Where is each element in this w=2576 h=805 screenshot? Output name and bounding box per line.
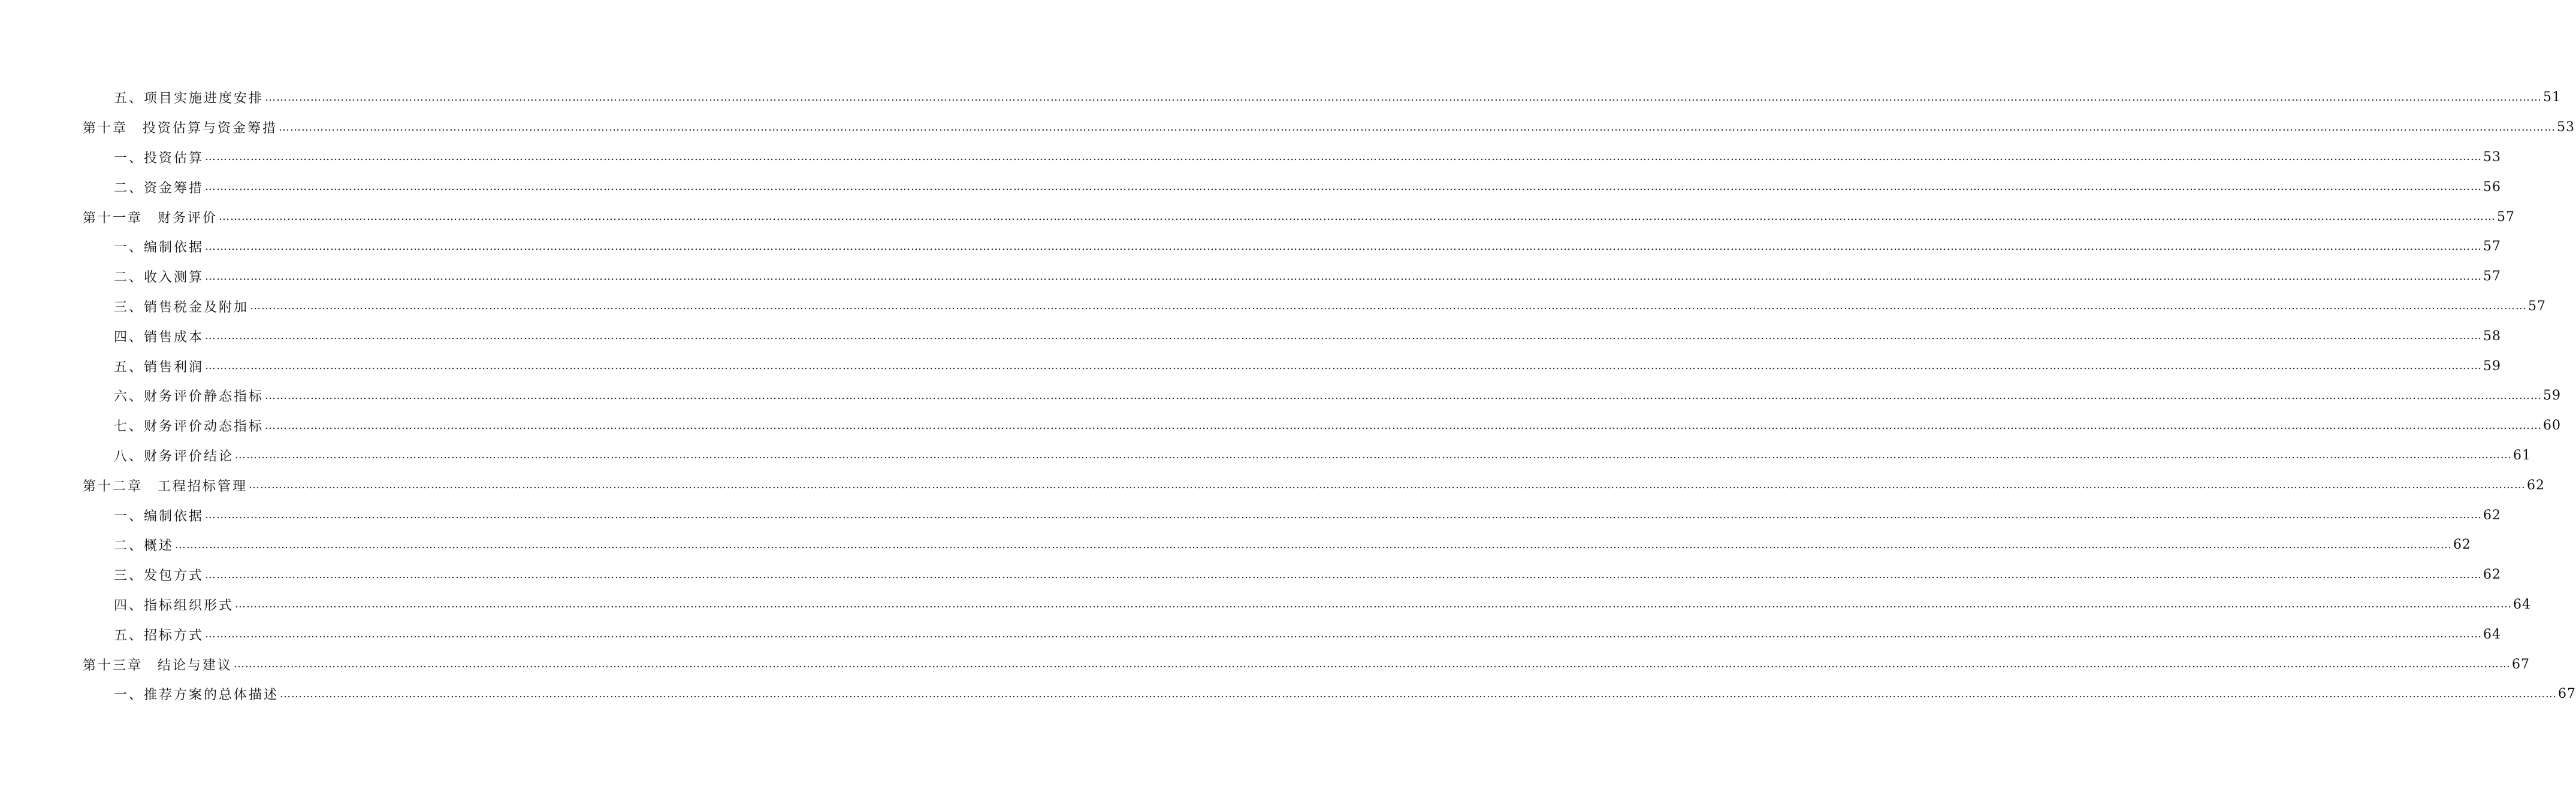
toc-dot-leader: …………………………………………………………………………………………………………………………………………………………………………………………………………………………………………………………………………………………………………………………………………………………………………………………………………………………………………………………………………………………………………………………………………………… <box>279 120 2556 134</box>
toc-page-number: 67 <box>2512 656 2530 672</box>
toc-page-number: 61 <box>2513 447 2532 463</box>
toc-entry-title: 七、财务评价动态指标 <box>114 419 264 435</box>
toc-dot-leader: …………………………………………………………………………………………………………………………………………………………………………………………………………………………………………………………………………………………………………………………………………………………………………………………………………………………………………………………………………………………………………………………………………………… <box>219 210 2496 223</box>
toc-dot-leader: …………………………………………………………………………………………………………………………………………………………………………………………………………………………………………………………………………………………………………………………………………………………………………………………………………………………………………………………………………………………………………………………………………………… <box>205 329 2483 343</box>
toc-page-number: 57 <box>2483 269 2502 285</box>
toc-page-number: 67 <box>2558 686 2576 702</box>
toc-page-number: 64 <box>2513 597 2532 612</box>
toc-entry-title: 八、财务评价结论 <box>114 449 234 464</box>
table-of-contents <box>0 83 2576 709</box>
toc-entry-title: 一、推荐方案的总体描述 <box>114 688 279 703</box>
toc-dot-leader: …………………………………………………………………………………………………………………………………………………………………………………………………………………………………………………………………………………………………………………………………………………………………………………………………………………………………………………………………………………………………………………………………………………… <box>235 449 2512 462</box>
toc-page-number: 60 <box>2543 418 2562 434</box>
toc-entry-title: 四、销售成本 <box>114 329 204 345</box>
toc-page-number: 62 <box>2527 477 2545 493</box>
toc-dot-leader: …………………………………………………………………………………………………………………………………………………………………………………………………………………………………………………………………………………………………………………………………………………………………………………………………………………………………………………………………………………………………………………………………………………… <box>234 658 2511 671</box>
toc-dot-leader: …………………………………………………………………………………………………………………………………………………………………………………………………………………………………………………………………………………………………………………………………………………………………………………………………………………………………………………………………………………………………………………………………………………… <box>265 419 2542 432</box>
toc-dot-leader: …………………………………………………………………………………………………………………………………………………………………………………………………………………………………………………………………………………………………………………………………………………………………………………………………………………………………………………………………………………………………………………………………………………… <box>205 359 2483 373</box>
toc-section-row[interactable] <box>0 143 2502 172</box>
toc-entry-title: 第十章 投资估算与资金筹措 <box>83 121 278 137</box>
toc-dot-leader: …………………………………………………………………………………………………………………………………………………………………………………………………………………………………………………………………………………………………………………………………………………………………………………………………………………………………………………………………………………………………………………………………………………… <box>205 628 2483 641</box>
toc-page-number: 59 <box>2543 388 2562 404</box>
toc-entry-title: 四、指标组织形式 <box>114 598 234 613</box>
toc-page-number: 59 <box>2483 358 2502 374</box>
toc-entry-title: 二、收入测算 <box>114 270 204 286</box>
toc-dot-leader: …………………………………………………………………………………………………………………………………………………………………………………………………………………………………………………………………………………………………………………………………………………………………………………………………………………………………………………………………………………………………………………………………………………… <box>205 180 2483 193</box>
toc-dot-leader: …………………………………………………………………………………………………………………………………………………………………………………………………………………………………………………………………………………………………………………………………………………………………………………………………………………………………………………………………………………………………………………………………………………… <box>205 509 2483 522</box>
toc-dot-leader: …………………………………………………………………………………………………………………………………………………………………………………………………………………………………………………………………………………………………………………………………………………………………………………………………………………………………………………………………………………………………………………………………………………… <box>250 299 2527 313</box>
toc-page-number: 57 <box>2483 239 2502 255</box>
toc-chapter-row[interactable] <box>0 470 2545 500</box>
toc-dot-leader: …………………………………………………………………………………………………………………………………………………………………………………………………………………………………………………………………………………………………………………………………………………………………………………………………………………………………………………………………………………………………………………………………………………… <box>249 479 2526 492</box>
toc-page-number: 62 <box>2483 567 2502 583</box>
toc-entry-title: 一、编制依据 <box>114 509 204 524</box>
toc-page-number: 53 <box>2483 149 2502 165</box>
toc-entry-title: 二、资金筹措 <box>114 180 204 196</box>
toc-section-row[interactable] <box>0 530 2472 560</box>
toc-section-row[interactable] <box>0 351 2502 381</box>
toc-dot-leader: …………………………………………………………………………………………………………………………………………………………………………………………………………………………………………………………………………………………………………………………………………………………………………………………………………………………………………………………………………………………………………………………………………………… <box>205 568 2483 581</box>
toc-page-number: 57 <box>2497 209 2515 225</box>
toc-dot-leader: …………………………………………………………………………………………………………………………………………………………………………………………………………………………………………………………………………………………………………………………………………………………………………………………………………………………………………………………………………………………………………………………………………………… <box>205 150 2483 164</box>
toc-chapter-row[interactable] <box>0 113 2575 143</box>
toc-entry-title: 第十一章 财务评价 <box>83 210 218 226</box>
toc-section-row[interactable] <box>0 232 2502 262</box>
toc-entry-title: 第十三章 结论与建议 <box>83 658 233 673</box>
toc-page-number: 64 <box>2483 627 2502 642</box>
toc-entry-title: 一、编制依据 <box>114 240 204 256</box>
toc-page-number: 57 <box>2528 298 2547 314</box>
toc-section-row[interactable] <box>0 679 2576 709</box>
toc-dot-leader: …………………………………………………………………………………………………………………………………………………………………………………………………………………………………………………………………………………………………………………………………………………………………………………………………………………………………………………………………………………………………………………………………………………… <box>175 538 2453 551</box>
toc-entry-title: 第十二章 工程招标管理 <box>83 479 248 494</box>
toc-dot-leader: …………………………………………………………………………………………………………………………………………………………………………………………………………………………………………………………………………………………………………………………………………………………………………………………………………………………………………………………………………………………………………………………………………………… <box>205 270 2483 283</box>
toc-dot-leader: …………………………………………………………………………………………………………………………………………………………………………………………………………………………………………………………………………………………………………………………………………………………………………………………………………………………………………………………………………………………………………………………………………………… <box>205 240 2483 253</box>
toc-section-row[interactable] <box>0 381 2562 411</box>
toc-section-row[interactable] <box>0 441 2532 471</box>
toc-section-row[interactable] <box>0 560 2502 590</box>
toc-page-number: 51 <box>2543 90 2562 105</box>
toc-entry-title: 六、财务评价静态指标 <box>114 389 264 405</box>
toc-chapter-row[interactable] <box>0 649 2530 679</box>
toc-section-row[interactable] <box>0 321 2502 351</box>
toc-entry-title: 三、销售税金及附加 <box>114 299 249 315</box>
toc-page-number: 58 <box>2483 328 2502 344</box>
toc-entry-title: 三、发包方式 <box>114 568 204 584</box>
toc-section-row[interactable] <box>0 590 2532 620</box>
toc-page-number: 56 <box>2483 179 2502 195</box>
toc-dot-leader: …………………………………………………………………………………………………………………………………………………………………………………………………………………………………………………………………………………………………………………………………………………………………………………………………………………………………………………………………………………………………………………………………………………… <box>280 687 2557 700</box>
toc-entry-title: 五、招标方式 <box>114 628 204 643</box>
toc-entry-title: 五、项目实施进度安排 <box>114 91 264 107</box>
toc-section-row[interactable] <box>0 83 2562 113</box>
toc-dot-leader: …………………………………………………………………………………………………………………………………………………………………………………………………………………………………………………………………………………………………………………………………………………………………………………………………………………………………………………………………………………………………………………………………………………… <box>265 90 2542 104</box>
toc-section-row[interactable] <box>0 292 2547 322</box>
toc-dot-leader: …………………………………………………………………………………………………………………………………………………………………………………………………………………………………………………………………………………………………………………………………………………………………………………………………………………………………………………………………………………………………………………………………………………… <box>235 598 2512 611</box>
toc-section-row[interactable] <box>0 172 2502 202</box>
toc-page-number: 62 <box>2483 507 2502 523</box>
toc-section-row[interactable] <box>0 262 2502 292</box>
toc-entry-title: 二、概述 <box>114 538 174 554</box>
toc-chapter-row[interactable] <box>0 202 2515 232</box>
toc-section-row[interactable] <box>0 411 2562 441</box>
toc-section-row[interactable] <box>0 619 2502 649</box>
toc-dot-leader: …………………………………………………………………………………………………………………………………………………………………………………………………………………………………………………………………………………………………………………………………………………………………………………………………………………………………………………………………………………………………………………………………………………… <box>265 389 2542 402</box>
toc-page-number: 53 <box>2557 120 2575 135</box>
toc-page-number: 62 <box>2453 537 2472 553</box>
toc-entry-title: 一、投资估算 <box>114 150 204 166</box>
toc-section-row[interactable] <box>0 500 2502 530</box>
toc-entry-title: 五、销售利润 <box>114 359 204 375</box>
